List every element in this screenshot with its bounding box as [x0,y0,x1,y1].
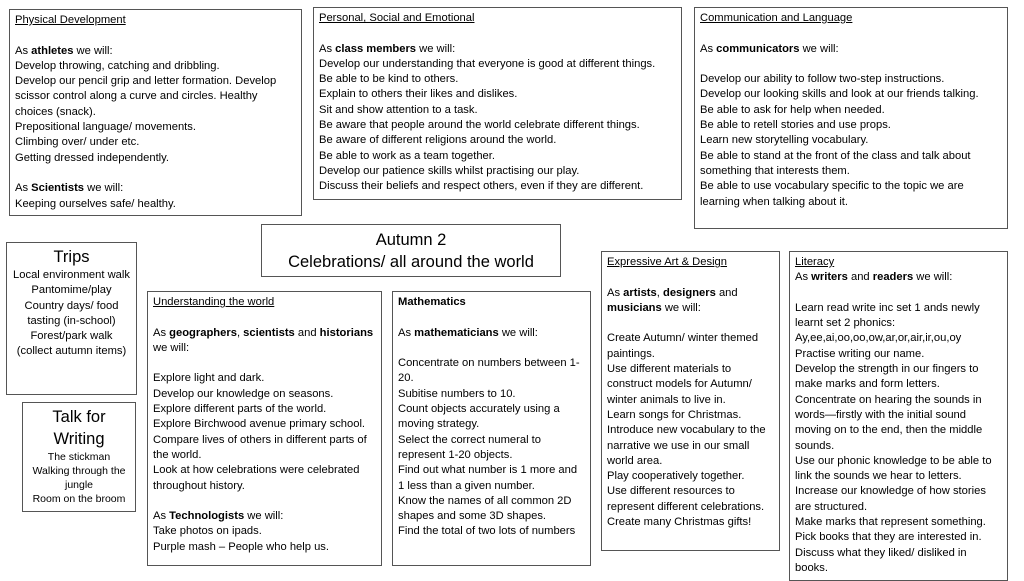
list-item: Explore Birchwood avenue primary school. [153,418,366,431]
understanding-intro: As geographers, scientists and historians we will: [153,326,374,354]
list-item: Purple mash – People who help us. [153,540,330,553]
understanding-world-box [147,291,382,566]
literacy-box [789,251,1008,581]
communication-title: Communication and Language [700,12,853,24]
list-item: Learn read write inc set 1 ands newly learnt set 2 phonics: [795,301,980,330]
physical-development-box [9,9,302,216]
list-item: Use our phonic knowledge to be able to link the sounds we hear to letters. [795,454,992,483]
understanding-intro-2: As Technologists we will: [153,510,284,523]
list-item: Keeping ourselves safe/ healthy. [15,197,176,210]
list-item: Increase our knowledge of how stories are structured. [795,485,986,513]
list-item: Develop our understanding that everyone is good at different things. [319,57,656,70]
list-item: Play cooperatively together. [607,470,745,483]
literacy-intro: As writers and readers we will: [795,271,953,284]
understanding-world-title: Understanding the world [153,296,275,308]
list-item: Be able to work as a team together. [319,149,495,162]
list-item: Find the total of two lots of numbers [398,525,576,538]
pse-intro: As class members we will: [319,42,456,55]
list-item: The stickman [47,451,111,463]
list-item: Make marks that represent something. [795,516,986,529]
expressive-art-box [601,251,780,551]
list-item: Use different materials to construct models for Autumn/ winter animals to live in. [607,363,752,406]
list-item: Be aware of different religions around the world. [319,134,557,147]
list-item: Explore light and dark. [153,372,265,385]
trips-box [6,242,137,395]
physical-intro: As athletes we will: [15,44,113,57]
list-item: Room on the broom [32,493,126,505]
list-item: Prepositional language/ movements. [15,121,196,134]
page-title-line-1: Autumn 2 [375,231,447,249]
page-title-box [261,224,561,277]
list-item: Explain to others their likes and dislikes. [319,88,518,101]
list-item: Pantomime/play [31,284,112,297]
list-item: Develop our ability to follow two-step instructions. [700,73,945,86]
list-item: Find out what number is 1 more and 1 less than a given number. [398,464,578,492]
communication-box [694,7,1008,229]
mathematics-intro: As mathematicians we will: [398,326,538,339]
list-item: Select the correct numeral to represent 1-20 objects. [398,433,542,461]
list-item: Develop our looking skills and look at our friends talking. [700,88,979,101]
list-item: Develop our patience skills whilst practising our play. [319,164,580,177]
expressive-art-title: Expressive Art & Design [607,256,728,268]
literacy-title: Literacy [795,256,835,268]
list-item: Create many Christmas gifts! [607,516,752,529]
list-item: Be aware that people around the world celebrate different things. [319,119,640,132]
list-item: Local environment walk [13,269,130,281]
list-item: Be able to ask for help when needed. [700,103,885,116]
talk-for-writing-title: Talk for Writing [52,408,106,448]
list-item: Develop our pencil grip and letter formation. Develop scissor control along a curve and circles. Healthy choices (snack). [15,75,277,118]
list-item: Be able to be kind to others. [319,73,459,86]
list-item: Count objects accurately using a moving strategy. [398,403,560,431]
list-item: Climbing over/ under etc. [15,136,140,149]
list-item: Ay,ee,ai,oo,oo,ow,ar,or,air,ir,ou,oy [795,332,962,345]
list-item: Be able to retell stories and use props. [700,119,891,132]
list-item: Pick books that they are interested in. [795,531,982,544]
list-item: Country days/ food tasting (in-school) [24,299,119,327]
list-item: Be able to stand at the front of the class and talk about something that interests them. [700,149,971,177]
list-item: Explore different parts of the world. [153,403,327,416]
list-item: Concentrate on numbers between 1-20. [398,357,580,385]
page-title-line-2: Celebrations/ all around the world [288,253,534,271]
mathematics-box [392,291,591,566]
physical-intro-2: As Scientists we will: [15,182,124,195]
trips-title: Trips [53,248,90,266]
list-item: Use different resources to represent different celebrations. [607,485,765,513]
physical-development-title: Physical Development [15,14,126,26]
list-item: Practise writing our name. [795,347,925,360]
list-item: Compare lives of others in different parts of the world. [153,433,367,461]
pse-title: Personal, Social and Emotional [319,12,475,24]
list-item: Develop our knowledge on seasons. [153,387,334,400]
list-item: Introduce new vocabulary to the narrative we use in our small world area. [607,424,766,467]
list-item: Sit and show attention to a task. [319,103,478,116]
list-item: Getting dressed independently. [15,151,170,164]
list-item: Be able to use vocabulary specific to the topic we are learning when talking about it. [700,180,964,208]
list-item: Take photos on ipads. [153,525,262,538]
list-item: Develop the strength in our fingers to make marks and form letters. [795,363,979,391]
list-item: Create Autumn/ winter themed paintings. [607,332,759,360]
list-item: Discuss what they liked/ disliked in books. [795,546,967,574]
list-item: Discuss their beliefs and respect others, even if they are different. [319,180,644,193]
list-item: Forest/park walk (collect autumn items) [16,330,127,358]
list-item: Subitise numbers to 10. [398,387,516,400]
expressive-art-intro: As artists, designers and musicians we will: [607,286,738,314]
talk-for-writing-box [22,402,136,512]
list-item: Develop throwing, catching and dribbling. [15,59,220,72]
list-item: Learn new storytelling vocabulary. [700,134,869,147]
list-item: Learn songs for Christmas. [607,408,742,421]
list-item: Know the names of all common 2D shapes and some 3D shapes. [398,494,572,523]
pse-box [313,7,682,200]
communication-intro: As communicators we will: [700,42,839,55]
mathematics-title: Mathematics [398,296,466,308]
list-item: Concentrate on hearing the sounds in words—firstly with the initial sound moving on to the end, then the middle sounds. [795,393,983,452]
list-item: Walking through the jungle [32,465,126,491]
list-item: Look at how celebrations were celebrated throughout history. [153,464,360,492]
